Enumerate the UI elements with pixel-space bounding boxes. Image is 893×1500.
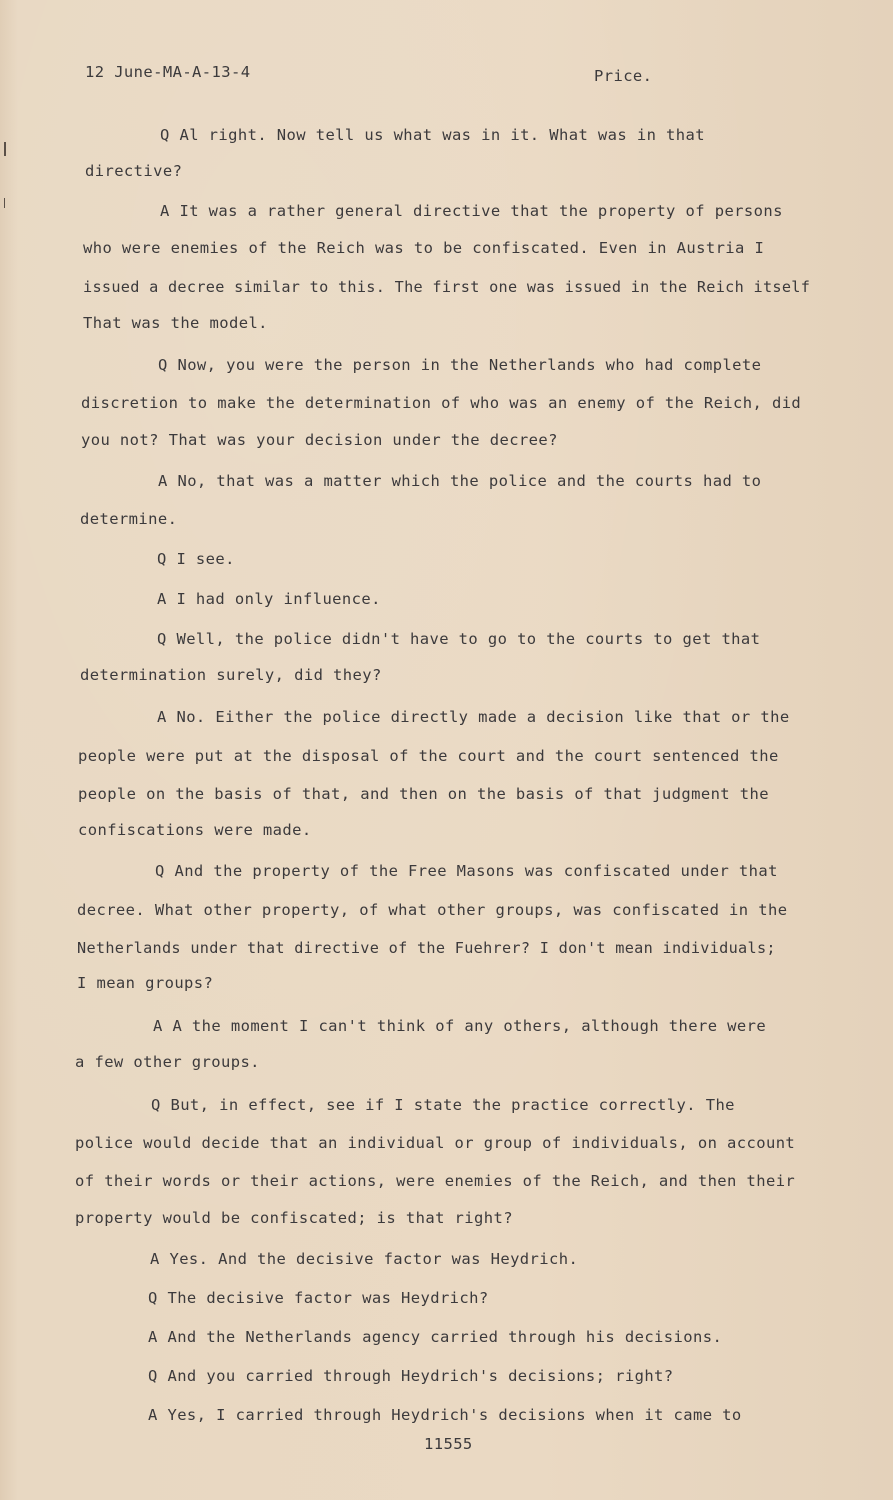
- margin-mark: [4, 198, 5, 208]
- text-line: That was the model.: [83, 314, 268, 332]
- text-line: Q Al right. Now tell us what was in it. What was in that: [160, 126, 705, 144]
- text-line: Netherlands under that directive of the Fuehrer? I don't mean individuals;: [77, 939, 776, 957]
- text-line: property would be confiscated; is that right?: [75, 1209, 513, 1227]
- text-line: Q Now, you were the person in the Netherlands who had complete: [158, 356, 762, 374]
- text-line: determination surely, did they?: [80, 666, 382, 684]
- text-line: you not? That was your decision under the decree?: [81, 431, 558, 449]
- text-line: Q Well, the police didn't have to go to the courts to get that: [157, 630, 761, 648]
- text-line: A Yes, I carried through Heydrich's decisions when it came to: [148, 1406, 742, 1424]
- text-line: A And the Netherlands agency carried through his decisions.: [148, 1328, 723, 1346]
- text-line: A No, that was a matter which the police and the courts had to: [158, 472, 762, 490]
- text-line: A Yes. And the decisive factor was Heydrich.: [150, 1250, 579, 1268]
- text-line: Q I see.: [157, 550, 235, 568]
- text-line: police would decide that an individual or group of individuals, on account: [75, 1134, 796, 1152]
- margin-mark: [4, 142, 6, 156]
- text-line: directive?: [85, 162, 183, 180]
- page-number: 11555: [424, 1435, 473, 1453]
- text-line: Q But, in effect, see if I state the practice correctly. The: [151, 1096, 735, 1114]
- text-line: A I had only influence.: [157, 590, 381, 608]
- text-line: Q And the property of the Free Masons was confiscated under that: [155, 862, 778, 880]
- text-line: Q The decisive factor was Heydrich?: [148, 1289, 489, 1307]
- text-line: Q And you carried through Heydrich's decisions; right?: [148, 1367, 674, 1385]
- text-line: people were put at the disposal of the court and the court sentenced the: [78, 747, 779, 765]
- text-line: decree. What other property, of what other groups, was confiscated in the: [77, 901, 788, 919]
- text-line: a few other groups.: [75, 1053, 260, 1071]
- text-line: of their words or their actions, were enemies of the Reich, and then their: [75, 1172, 796, 1190]
- text-line: A A the moment I can't think of any others, although there were: [153, 1017, 767, 1035]
- text-line: A It was a rather general directive that the property of persons: [160, 202, 783, 220]
- text-line: people on the basis of that, and then on the basis of that judgment the: [78, 785, 769, 803]
- text-line: determine.: [80, 510, 178, 528]
- text-line: A No. Either the police directly made a decision like that or the: [157, 708, 790, 726]
- header-right: Price.: [594, 67, 653, 85]
- text-line: I mean groups?: [77, 974, 214, 992]
- text-line: issued a decree similar to this. The first one was issued in the Reich itself: [83, 278, 811, 296]
- text-line: who were enemies of the Reich was to be confiscated. Even in Austria I: [83, 239, 765, 257]
- header-left: 12 June-MA-A-13-4: [85, 63, 251, 81]
- text-line: discretion to make the determination of who was an enemy of the Reich, did: [81, 394, 802, 412]
- text-line: confiscations were made.: [78, 821, 312, 839]
